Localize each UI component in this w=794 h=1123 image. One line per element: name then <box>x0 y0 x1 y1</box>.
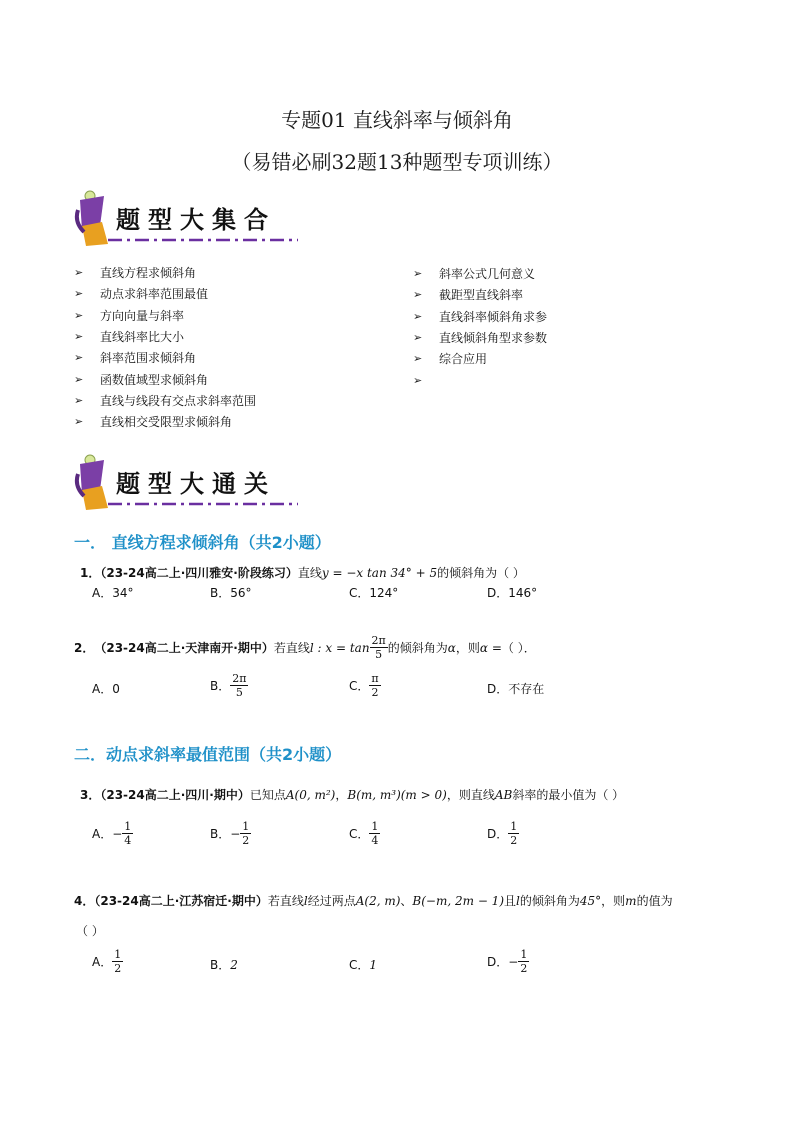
arrow-icon: ➢ <box>413 267 423 281</box>
equation: A(0, m²) <box>285 788 336 802</box>
option-d[interactable]: D． 不存在 <box>487 682 545 696</box>
list-item: ➢ 直线方程求倾斜角 <box>74 266 197 281</box>
arrow-icon: ➢ <box>74 308 84 322</box>
arrow-icon: ➢ <box>413 331 423 345</box>
arrow-icon: ➢ <box>413 288 423 302</box>
topic-list-left <box>74 262 374 432</box>
arrow-icon: ➢ <box>74 330 84 344</box>
option-c[interactable]: C． $\frac{\pi}{2}$ <box>349 672 379 699</box>
equation: B(−m, 2m − 1) <box>412 894 504 908</box>
arrow-icon: ➢ <box>74 372 84 386</box>
option-d[interactable]: D． 146° <box>487 585 538 600</box>
page-title: 专题01 直线斜率与倾斜角 <box>281 108 513 132</box>
arrow-icon: ➢ <box>74 415 84 429</box>
list-item: ➢ 直线相交受限型求倾斜角 <box>74 415 233 430</box>
option-a[interactable]: A． 34° <box>92 585 134 600</box>
list-item <box>413 369 713 390</box>
question-4-answer-blank: （ ） <box>76 924 104 938</box>
list-item: ➢ 斜率公式几何意义 <box>413 267 536 282</box>
list-item: ➢ 直线斜率倾斜角求参 <box>413 309 548 324</box>
list-item: ➢ 方向向量与斜率 <box>74 308 185 323</box>
arrow-icon: ➢ <box>74 393 84 407</box>
banner-collection <box>72 186 302 248</box>
option-b[interactable]: B． $\frac{2\pi}{5}$ <box>210 672 247 699</box>
option-a[interactable]: A． 0 <box>92 681 120 696</box>
page-subtitle: （易错必刷32题13种题型专项训练） <box>231 150 563 174</box>
list-item: ➢ 截距型直线斜率 <box>413 288 524 303</box>
arrow-icon: ➢ <box>413 309 423 323</box>
arrow-icon: ➢ <box>413 352 423 366</box>
option-c[interactable]: C． 1 <box>349 957 378 972</box>
arrow-icon: ➢ <box>74 266 84 280</box>
option-d[interactable]: D． $\frac{1}{2}$ <box>487 820 518 847</box>
equation: l : x = tan <box>309 640 370 655</box>
option-a[interactable]: A． $\frac{1}{2}$ <box>92 948 122 975</box>
question-3: 3．（23-24高二上·四川·期中）已知点A(0, m²)，B(m, m³)(m > 0)，则直线AB斜率的最小值为（ ） <box>80 788 625 802</box>
list-item: ➢ 综合应用 <box>413 352 488 367</box>
list-item: ➢ 函数值域型求倾斜角 <box>74 372 209 387</box>
section-heading-1: 一． 直线方程求倾斜角（共2小题） <box>74 533 331 552</box>
question-2: 2． （23-24高二上·天津南开·期中） 若直线 l : x = tan $\frac{2\pi}{5}$ 的倾斜角为 α ，则 α = （ ）． <box>74 634 536 661</box>
option-b[interactable]: B． − $\frac{1}{2}$ <box>210 820 250 847</box>
fraction: $\frac{2\pi}{5}$ <box>371 634 386 661</box>
equation: B(m, m³)(m > 0) <box>347 788 447 802</box>
equation: A(2, m) <box>355 894 401 908</box>
list-item: ➢ 直线斜率比大小 <box>74 330 185 345</box>
option-a[interactable]: A． − $\frac{1}{4}$ <box>92 820 132 847</box>
section-heading-2: 二．动点求斜率最值范围（共2小题） <box>74 745 342 764</box>
list-item: ➢ 直线倾斜角型求参数 <box>413 331 548 346</box>
question-4: 4．（23-24高二上·江苏宿迁·期中）若直线l经过两点A(2, m)、B(−m, 2m − 1)且l的倾斜角为45°，则m的值为 <box>74 894 673 908</box>
list-item: ➢ 直线与线段有交点求斜率范围 <box>74 393 257 408</box>
banner-breakthrough-text: 题型大通关 <box>116 469 276 498</box>
arrow-icon: ➢ <box>74 351 84 365</box>
topic-list-right <box>413 263 713 391</box>
option-b[interactable]: B． 2 <box>210 957 238 972</box>
option-c[interactable]: C． $\frac{1}{4}$ <box>349 820 379 847</box>
option-b[interactable]: B． 56° <box>210 585 252 600</box>
arrow-icon: ➢ <box>413 373 423 387</box>
question-1: 1．（23-24高二上·四川雅安·阶段练习）直线y = −x tan 34° + 5的倾斜角为（ ） <box>80 566 525 580</box>
option-c[interactable]: C． 124° <box>349 585 399 600</box>
arrow-icon: ➢ <box>74 287 84 301</box>
banner-collection-text: 题型大集合 <box>116 205 276 234</box>
list-item: ➢ 动点求斜率范围最值 <box>74 287 209 302</box>
list-item: ➢ 斜率范围求倾斜角 <box>74 351 197 366</box>
option-d[interactable]: D． − $\frac{1}{2}$ <box>487 948 528 975</box>
banner-breakthrough <box>72 450 302 512</box>
equation: y = −x tan 34° + 5 <box>321 566 438 580</box>
